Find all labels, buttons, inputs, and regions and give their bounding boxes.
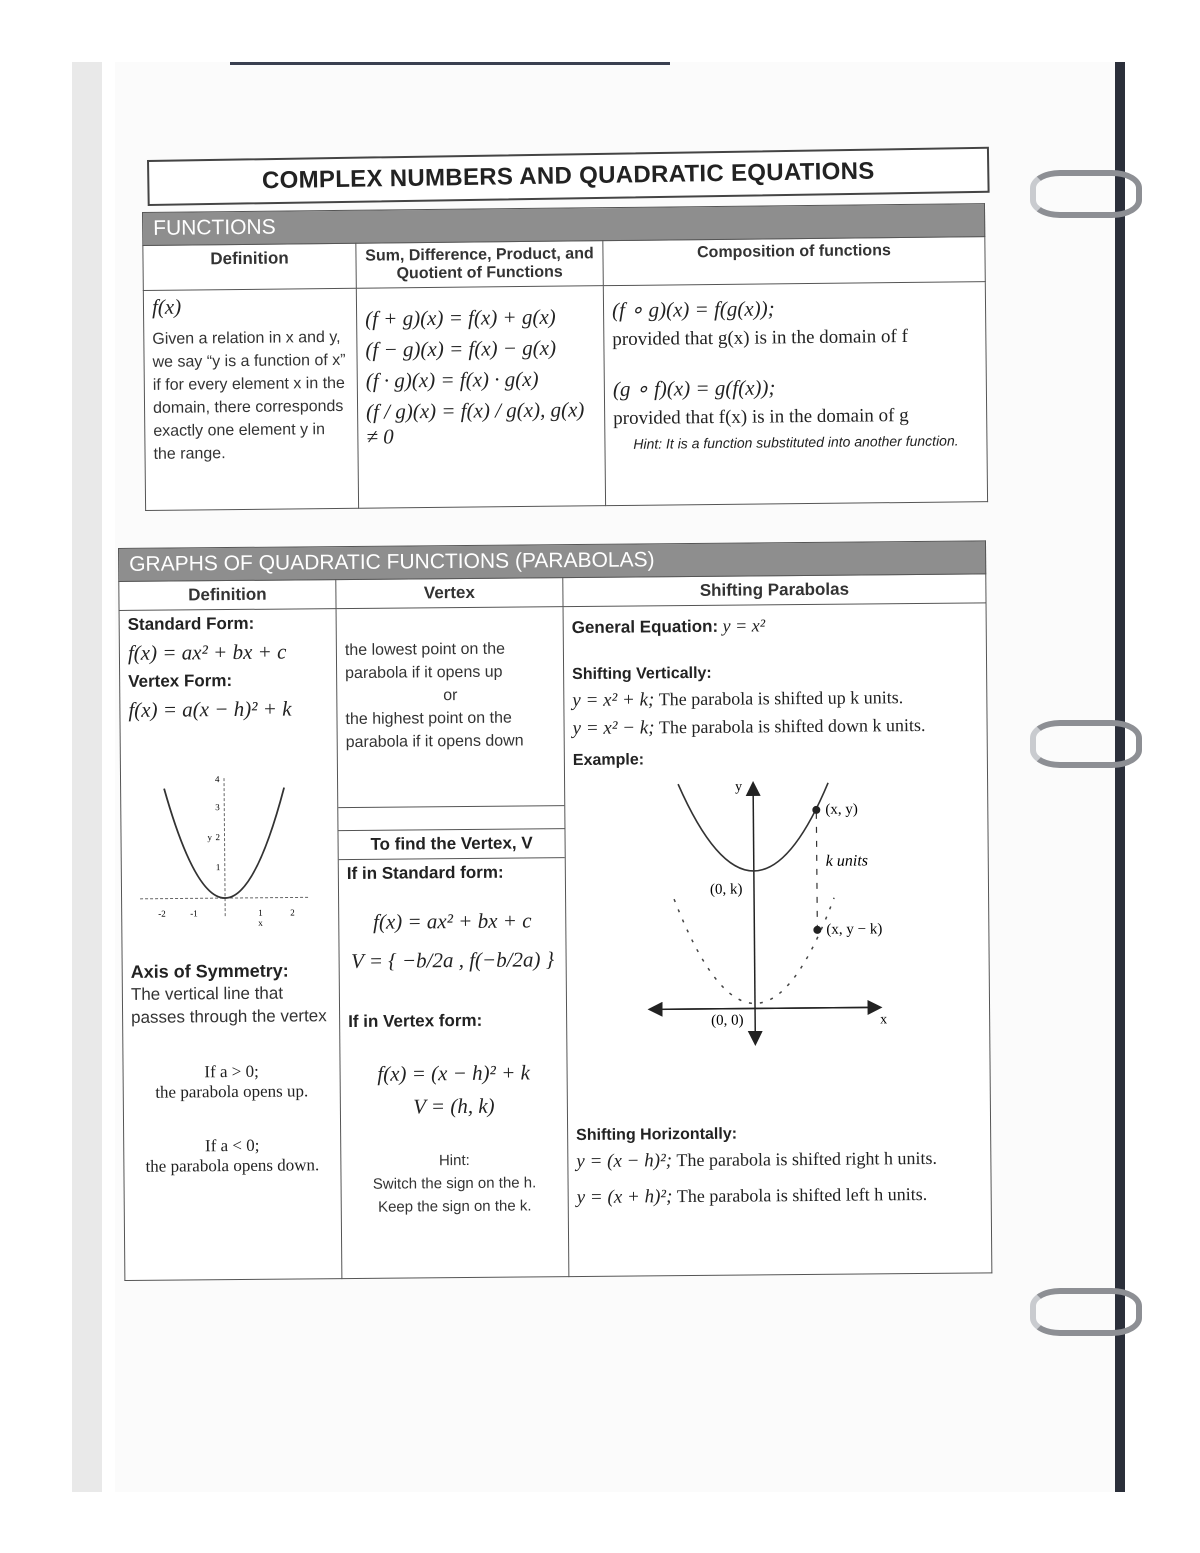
example-y-axis xyxy=(753,788,755,1030)
find-vertex-title: To find the Vertex, V xyxy=(338,829,564,860)
functions-operations-cell xyxy=(356,286,605,509)
find-vertex-standard-v: V = { −b/2a , f(−b/2a) } xyxy=(351,947,555,973)
small-graph-y-label: y xyxy=(207,832,213,843)
shift-left-equation: y = (x + h)²; xyxy=(576,1186,673,1209)
shift-right-text: The parabola is shifted right h units. xyxy=(676,1147,938,1171)
functions-section-title: FUNCTIONS xyxy=(143,204,985,246)
label-point-xyk: (x, y − k) xyxy=(826,921,883,938)
functions-composition-cell xyxy=(603,282,987,506)
find-vertex-vertex-v: V = (h, k) xyxy=(413,1093,495,1119)
definition-symbol: f(x) xyxy=(151,294,182,319)
if-vertex-form: If in Vertex form: xyxy=(348,1010,483,1032)
small-graph-x-label: x xyxy=(258,917,263,928)
example-y-label: y xyxy=(735,779,743,795)
a-negative-condition: If a < 0; xyxy=(204,1135,260,1156)
functions-header-composition: Composition of functions xyxy=(603,237,985,286)
page-title: COMPLEX NUMBERS AND QUADRATIC EQUATIONS xyxy=(261,157,875,195)
page-top-edge xyxy=(230,62,670,65)
definition-text: Given a relation in x and y, we say “y is a function of x” if for every element x in the domain, there corresponds exactly one element y in the range. xyxy=(152,328,346,463)
find-vertex-vertex-eq: f(x) = (x − h)² + k xyxy=(377,1060,530,1086)
label-point-xy: (x, y) xyxy=(825,801,858,818)
graphs-table xyxy=(118,540,992,1281)
standard-form-equation: f(x) = ax² + bx + c xyxy=(127,639,287,665)
a-positive-text: the parabola opens up. xyxy=(155,1081,309,1102)
graphs-section-title: GRAPHS OF QUADRATIC FUNCTIONS (PARABOLAS) xyxy=(119,541,986,582)
shift-down-text: The parabola is shifted down k units. xyxy=(658,714,926,738)
operation-difference: (f − g)(x) = f(x) − g(x) xyxy=(365,335,557,362)
functions-header-definition: Definition xyxy=(143,243,356,290)
shift-up-equation: y = x² + k; xyxy=(572,689,655,712)
small-graph-tick-x-neg1: -1 xyxy=(190,908,198,919)
shift-arrow-line xyxy=(816,813,817,926)
vertex-form-label: Vertex Form: xyxy=(128,671,233,691)
if-standard-form: If in Standard form: xyxy=(346,862,504,884)
shift-vertical-label: Shifting Vertically: xyxy=(572,664,712,684)
vertex-desc-lowest: the lowest point on the parabola if it opens up xyxy=(344,640,506,683)
functions-definition-cell xyxy=(143,288,358,510)
vertex-desc-highest: the highest point on the parabola if it opens down xyxy=(345,709,524,752)
axis-of-symmetry-label: Axis of Symmetry: xyxy=(130,960,289,982)
example-shift-graph xyxy=(573,767,956,1070)
operation-product: (f · g)(x) = f(x) · g(x) xyxy=(365,366,539,393)
axis-of-symmetry-text: The vertical line that passes through the vertex xyxy=(130,983,327,1027)
graphs-header-shifting: Shifting Parabolas xyxy=(563,574,986,607)
vertex-hint-2: Keep the sign on the k. xyxy=(377,1197,532,1216)
graphs-vertex-cell xyxy=(336,607,569,1279)
example-x-label: x xyxy=(880,1012,888,1028)
vertex-hint-title: Hint: xyxy=(438,1151,470,1170)
operation-quotient: (f / g)(x) = f(x) / g(x), g(x) ≠ 0 xyxy=(365,397,585,449)
small-graph-tick-y-2: 2 xyxy=(215,832,221,843)
binder-ring-bottom xyxy=(1030,1288,1142,1336)
shift-up-text: The parabola is shifted up k units. xyxy=(658,687,904,710)
general-equation-label: General Equation: xyxy=(571,616,719,638)
vertex-definition-block xyxy=(337,607,565,808)
composition-hint: Hint: It is a function substituted into another function. xyxy=(633,432,959,452)
example-label: Example: xyxy=(572,751,645,770)
a-positive-condition: If a > 0; xyxy=(204,1061,259,1082)
shift-horizontal-label: Shifting Horizontally: xyxy=(576,1125,738,1145)
vertex-desc-or: or xyxy=(443,687,458,705)
label-origin: (0, 0) xyxy=(711,1012,744,1029)
background-left xyxy=(0,0,72,1553)
vertex-hint-1: Switch the sign on the h. xyxy=(372,1174,537,1193)
find-vertex-standard-eq: f(x) = ax² + bx + c xyxy=(372,908,532,934)
general-equation: y = x² xyxy=(722,615,766,636)
small-graph-tick-x-2: 2 xyxy=(290,907,295,918)
small-graph-tick-y-3: 3 xyxy=(215,802,220,813)
graphs-definition-cell xyxy=(119,609,342,1281)
binder-ring-top xyxy=(1030,170,1142,218)
composition-fg: (f ∘ g)(x) = f(g(x)); xyxy=(611,296,775,323)
standard-form-label: Standard Form: xyxy=(127,613,255,634)
graphs-header-definition: Definition xyxy=(119,580,336,611)
label-vertex-0k: (0, k) xyxy=(709,881,743,898)
shift-right-equation: y = (x − h)²; xyxy=(576,1150,673,1173)
small-graph-tick-x-1: 1 xyxy=(258,907,263,918)
small-graph-tick-y-1: 1 xyxy=(215,862,221,873)
graphs-header-vertex: Vertex xyxy=(336,578,563,609)
binder-ring-middle xyxy=(1030,720,1142,768)
composition-gf-note: provided that f(x) is in the domain of g xyxy=(613,404,909,430)
a-negative-text: the parabola opens down. xyxy=(145,1155,320,1176)
composition-fg-note: provided that g(x) is in the domain of f xyxy=(612,325,908,351)
binder-edge xyxy=(1115,62,1125,1492)
label-k-units: k units xyxy=(825,852,869,870)
page-shadow xyxy=(72,62,102,1492)
graphs-shifting-cell xyxy=(563,603,992,1277)
operation-sum: (f + g)(x) = f(x) + g(x) xyxy=(365,304,556,331)
small-parabola-graph xyxy=(129,767,320,939)
functions-table xyxy=(142,203,988,511)
composition-gf: (g ∘ f)(x) = g(f(x)); xyxy=(612,375,776,402)
shift-left-text: The parabola is shifted left h units. xyxy=(676,1183,928,1207)
vertex-form-equation: f(x) = a(x − h)² + k xyxy=(128,696,292,722)
small-graph-tick-y-4: 4 xyxy=(214,774,220,785)
small-graph-tick-x-neg2: -2 xyxy=(158,908,166,919)
functions-header-operations: Sum, Difference, Product, and Quotient of Functions xyxy=(356,241,603,289)
shift-down-equation: y = x² − k; xyxy=(572,717,655,740)
